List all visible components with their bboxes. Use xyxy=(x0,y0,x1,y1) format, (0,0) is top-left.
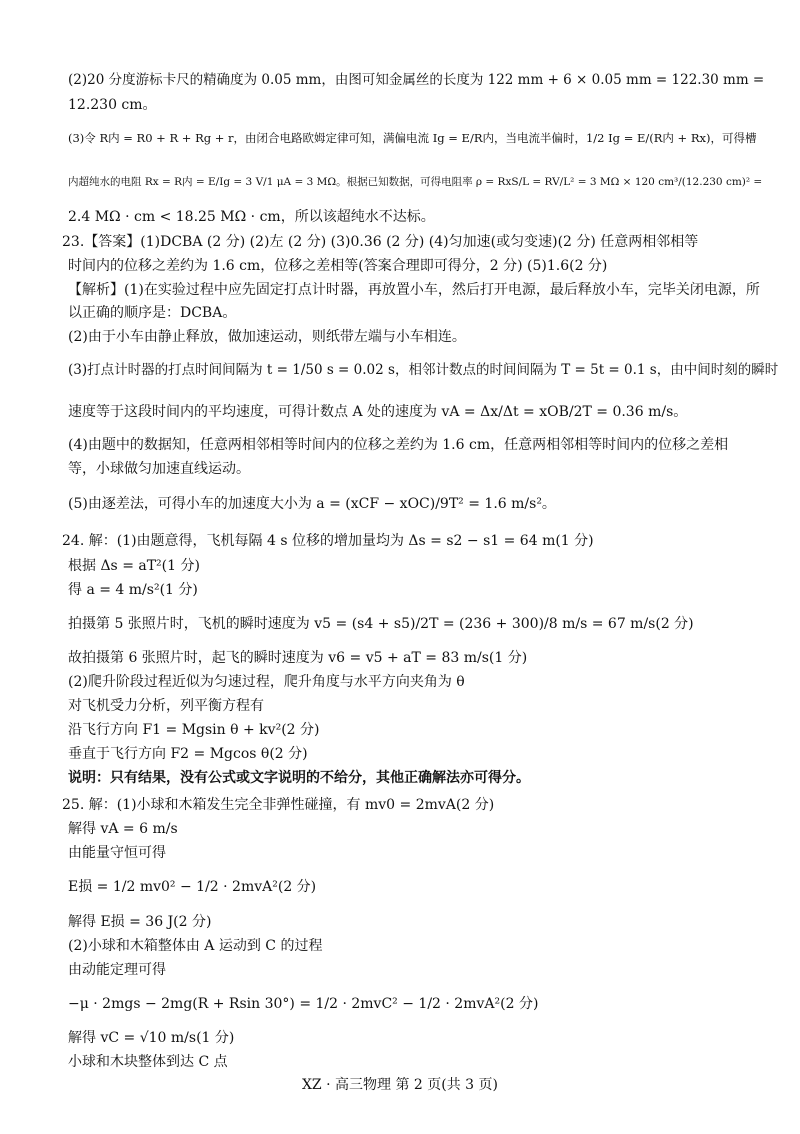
text-line: −μ · 2mgs − 2mg(R + Rsin 30°) = 1/2 · 2mvC² − 1/2 · 2mvA²(2 分) xyxy=(68,996,539,1012)
text-line: (2)20 分度游标卡尺的精确度为 0.05 mm，由图可知金属丝的长度为 122 mm + 6 × 0.05 mm = 122.30 mm = xyxy=(68,72,765,88)
text-line: (4)由题中的数据知，任意两相邻相等时间内的位移之差约为 1.6 cm，任意两相邻相等时间内的位移之差相 xyxy=(68,437,729,453)
text-line: 以正确的顺序是：DCBA。 xyxy=(68,305,237,321)
text-line: (2)由于小车由静止释放，做加速运动，则纸带左端与小车相连。 xyxy=(68,329,466,345)
text-line: 解得 E损 = 36 J(2 分) xyxy=(68,914,212,930)
text-line: 得 a = 4 m/s²(1 分) xyxy=(68,582,198,598)
text-line: 时间内的位移之差约为 1.6 cm，位移之差相等(答案合理即可得分，2 分) (5)1.6(2 分) xyxy=(68,258,608,274)
text-line: 内超纯水的电阻 Rx = R内 = E/Ig = 3 V/1 μA = 3 MΩ。根据已知数据，可得电阻率 ρ = RxS/L = RV/L² = 3 MΩ × 120 cm³/(12.230 cm)² = xyxy=(68,176,763,188)
text-line: 等，小球做匀加速直线运动。 xyxy=(68,461,250,477)
scoring-note: 说明：只有结果，没有公式或文字说明的不给分，其他正确解法亦可得分。 xyxy=(68,770,530,786)
text-line: (5)由逐差法，可得小车的加速度大小为 a = (xCF − xOC)/9T² = 1.6 m/s²。 xyxy=(68,496,556,512)
text-line: (3)打点计时器的打点时间间隔为 t = 1/50 s = 0.02 s，相邻计数点的时间间隔为 T = 5t = 0.1 s，由中间时刻的瞬时 xyxy=(68,362,779,378)
text-line: 2.4 MΩ · cm < 18.25 MΩ · cm，所以该超纯水不达标。 xyxy=(68,209,435,225)
text-line: (3)令 R内 = R0 + R + Rg + r，由闭合电路欧姆定律可知，满偏电流 Ig = E/R内，当电流半偏时，1/2 Ig = E/(R内 + Rx)，可得槽 xyxy=(68,131,757,145)
text-line: 解得 vC = √10 m/s(1 分) xyxy=(68,1030,235,1046)
text-line: 垂直于飞行方向 F2 = Mgcos θ(2 分) xyxy=(68,746,308,762)
text-line: 25. 解：(1)小球和木箱发生完全非弹性碰撞，有 mv0 = 2mvA(2 分) xyxy=(62,797,495,813)
text-line: 24. 解：(1)由题意得，飞机每隔 4 s 位移的增加量均为 Δs = s2 − s1 = 64 m(1 分) xyxy=(62,533,594,549)
text-line: 沿飞行方向 F1 = Mgsin θ + kv²(2 分) xyxy=(68,722,320,738)
text-line: 【解析】(1)在实验过程中应先固定打点计时器，再放置小车，然后打开电源，最后释放小车，完毕关闭电源，所 xyxy=(68,282,760,298)
text-line: (2)小球和木箱整体由 A 运动到 C 的过程 xyxy=(68,938,323,954)
page-footer: XZ · 高三物理 第 2 页(共 3 页) xyxy=(301,1077,499,1093)
text-line: E损 = 1/2 mv0² − 1/2 · 2mvA²(2 分) xyxy=(68,879,317,895)
text-line: 对飞机受力分析，列平衡方程有 xyxy=(68,698,264,714)
text-line: 由动能定理可得 xyxy=(68,962,166,978)
text-line: 拍摄第 5 张照片时，飞机的瞬时速度为 v5 = (s4 + s5)/2T = (236 + 300)/8 m/s = 67 m/s(2 分) xyxy=(68,616,694,632)
text-line: (2)爬升阶段过程近似为匀速过程，爬升角度与水平方向夹角为 θ xyxy=(68,674,465,690)
text-line: 速度等于这段时间内的平均速度，可得计数点 A 处的速度为 vA = Δx/Δt = xOB/2T = 0.36 m/s。 xyxy=(68,404,688,420)
text-line: 12.230 cm。 xyxy=(68,97,157,113)
text-line: 根据 Δs = aT²(1 分) xyxy=(68,558,200,574)
text-line: 由能量守恒可得 xyxy=(68,845,166,861)
text-line: 解得 vA = 6 m/s xyxy=(68,821,178,837)
text-line: 23.【答案】(1)DCBA (2 分) (2)左 (2 分) (3)0.36 (2 分) (4)匀加速(或匀变速)(2 分) 任意两相邻相等 xyxy=(62,234,699,250)
text-line: 故拍摄第 6 张照片时，起飞的瞬时速度为 v6 = v5 + aT = 83 m/s(1 分) xyxy=(68,650,528,666)
text-line: 小球和木块整体到达 C 点 xyxy=(68,1054,228,1070)
